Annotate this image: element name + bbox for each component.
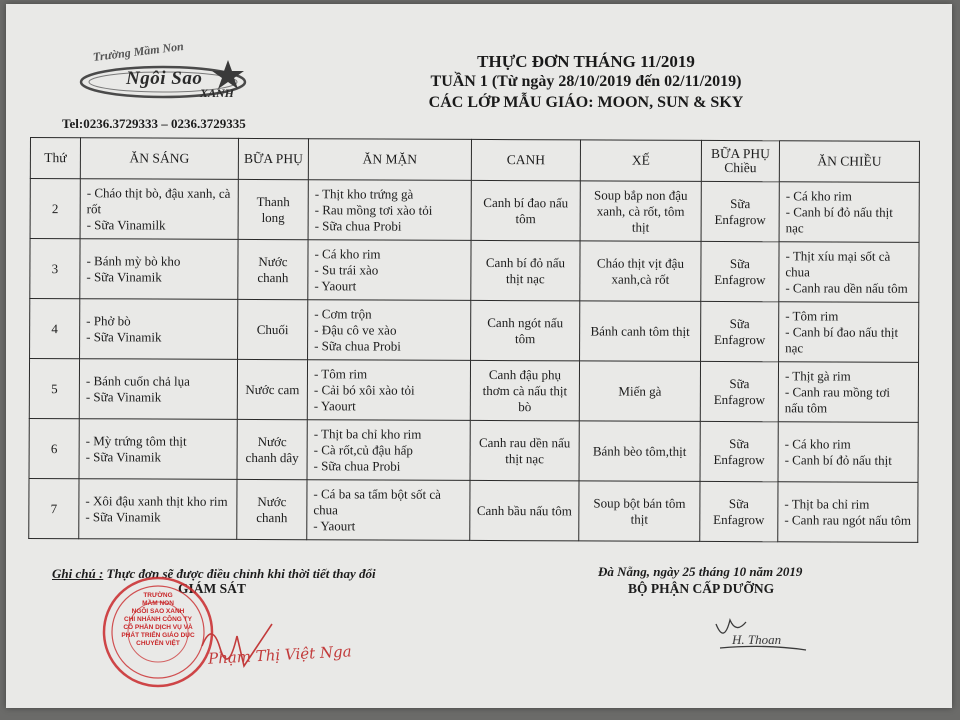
col-header-day: Thứ	[30, 138, 80, 179]
col-header-soup: CANH	[471, 139, 580, 180]
cell-soup: Canh rau dền nấu thịt nạc	[470, 420, 579, 480]
cell-dinner	[778, 482, 918, 543]
line: - Sữa Vinamilk	[86, 216, 166, 233]
line: - Canh rau mồng tơi nấu tôm	[784, 383, 891, 415]
col-header-afternoon-snack: BỮA PHỤ Chiều	[701, 140, 779, 181]
dept-label: BỘ PHẬN CẤP DƯỠNG	[628, 581, 775, 596]
cell-snack: Nước chanh	[237, 479, 307, 539]
line: - Sữa chua Probi	[313, 457, 401, 474]
col-header-main: ĂN MẶN	[308, 139, 471, 181]
line: - Đậu cô ve xào	[314, 321, 397, 338]
header-row	[30, 138, 919, 183]
cell-afternoon-snack: Sữa Enfagrow	[700, 421, 778, 481]
school-logo	[68, 38, 258, 106]
supervisor-label: GIÁM SÁT	[178, 581, 246, 596]
menu-body	[29, 179, 920, 543]
line: CHUYÊN VIỆT	[136, 640, 180, 647]
line: - Cà rốt,củ đậu hấp	[313, 441, 413, 458]
cell-breakfast	[80, 299, 238, 360]
cell-breakfast	[80, 239, 238, 300]
cell-afternoon: Bánh bèo tôm,thịt	[579, 421, 700, 482]
cell-soup: Canh đậu phụ thơm cà nấu thịt bò	[470, 360, 579, 420]
line: - Canh bí đỏ nấu thịt	[784, 451, 892, 468]
col-header-snack: BỮA PHỤ	[238, 138, 308, 179]
cell-soup: Canh bí đỏ nấu thịt nạc	[471, 240, 580, 300]
cell-breakfast	[79, 419, 237, 480]
logo-line1: Trường Mầm Non	[92, 38, 185, 65]
place-date: Đà Nẵng, ngày 25 tháng 10 năm 2019	[598, 564, 803, 579]
line: - Phở bò	[86, 312, 131, 328]
line: PHÁT TRIỂN GIÁO DỤC	[121, 632, 195, 639]
cell-main	[308, 300, 471, 361]
cell-snack: Chuối	[238, 299, 308, 359]
line: CHI NHÁNH CÔNG TY	[124, 616, 192, 623]
line: - Thịt kho trứng gà	[314, 185, 414, 202]
cell-afternoon-snack: Sữa Enfagrow	[701, 241, 779, 301]
line: MẦM NON	[142, 600, 174, 607]
line: - Thịt ba chỉ rim	[784, 495, 870, 512]
table-row	[29, 359, 918, 423]
col-header-afternoon: XẾ	[580, 140, 701, 182]
note-label: Ghi chú :	[52, 566, 104, 581]
line: - Sữa Vinamik	[85, 508, 161, 525]
cell-afternoon: Cháo thịt vịt đậu xanh,cà rốt	[580, 241, 701, 302]
cell-breakfast	[79, 359, 237, 420]
line: - Bánh cuốn chả lụa	[85, 372, 190, 389]
cell-soup: Canh bầu nấu tôm	[470, 480, 579, 540]
phone-number: Tel:0236.3729333 – 0236.3729335	[62, 116, 246, 131]
line: - Cải bó xôi xào tỏi	[313, 381, 415, 398]
cell-main	[308, 180, 471, 241]
line: - Sữa Vinamik	[85, 388, 162, 405]
cell-snack: Nước chanh	[238, 239, 308, 299]
line: - Canh bí đỏ nấu thịt nạc	[785, 203, 893, 235]
cell-day: 6	[29, 418, 79, 478]
cell-afternoon-snack: Sữa Enfagrow	[701, 181, 779, 241]
cell-main	[307, 480, 470, 541]
line: - Yaourt	[313, 517, 356, 533]
line: - Xôi đậu xanh thịt kho rim	[85, 492, 228, 509]
menu-title: THỰC ĐƠN THÁNG 11/2019	[477, 52, 695, 71]
cell-soup: Canh ngót nấu tôm	[471, 300, 580, 360]
cell-main	[307, 360, 470, 421]
line: - Canh rau ngót nấu tôm	[784, 511, 912, 528]
line: - Su trái xào	[314, 261, 379, 278]
cell-day: 2	[30, 179, 80, 239]
cell-day: 3	[30, 239, 80, 299]
line: - Cá kho rim	[784, 435, 851, 452]
logo-line3: XANH	[200, 86, 235, 100]
star-icon	[212, 60, 244, 89]
line: NGÔI SAO XANH	[131, 608, 185, 615]
table-row	[30, 239, 919, 303]
class-list: CÁC LỚP MẪU GIÁO: MOON, SUN & SKY	[428, 94, 744, 111]
line: - Cá kho rim	[785, 187, 852, 204]
col-header-dinner: ĂN CHIỀU	[779, 141, 919, 183]
cell-afternoon-snack: Sữa Enfagrow	[701, 301, 779, 361]
menu-table	[28, 137, 920, 543]
table-row	[29, 478, 918, 542]
line: - Mỳ trứng tôm thịt	[85, 432, 187, 449]
cell-dinner	[778, 422, 918, 483]
cell-afternoon: Soup bột bán tôm thịt	[579, 481, 700, 542]
cell-afternoon: Miến gà	[579, 361, 700, 422]
line: - Cơm trộn	[314, 305, 372, 321]
line: - Thịt gà rim	[784, 367, 851, 384]
dept-signer: H. Thoan	[732, 632, 782, 647]
cell-main	[307, 420, 470, 481]
col-header-breakfast: ĂN SÁNG	[80, 138, 238, 180]
line: - Sữa Vinamik	[85, 448, 161, 465]
note-text: Thực đơn sẽ được điều chỉnh khi thời tiết thay đổi	[103, 566, 376, 581]
table-row	[30, 179, 919, 243]
line: CỔ PHẦN DỊCH VỤ VÀ	[123, 624, 193, 631]
cell-afternoon-snack: Sữa Enfagrow	[700, 481, 778, 541]
cell-day: 4	[30, 299, 80, 359]
line: - Tôm rim	[313, 365, 368, 381]
line: - Yaourt	[314, 277, 357, 293]
cell-dinner	[779, 242, 919, 303]
cell-snack: Thanh long	[238, 179, 308, 239]
line: - Sữa Vinamik	[86, 268, 162, 285]
line: - Sữa chua Probi	[314, 337, 401, 354]
line: TRƯỜNG	[143, 592, 173, 599]
line: - Sữa Vinamik	[86, 328, 162, 345]
cell-dinner	[778, 362, 918, 423]
cell-main	[308, 240, 471, 301]
line: - Thịt ba chỉ kho rim	[313, 425, 422, 442]
logo-line2: Ngôi Sao	[126, 68, 203, 89]
cell-afternoon: Soup bắp non đậu xanh, cà rốt, tôm thịt	[580, 181, 701, 242]
line: - Thịt xíu mại sốt cà chua	[785, 247, 891, 279]
line: - Canh rau dền nấu tôm	[785, 279, 908, 296]
cell-snack: Nước cam	[237, 359, 307, 419]
cell-breakfast	[80, 179, 238, 240]
line: - Rau mồng tơi xào tỏi	[314, 201, 433, 218]
line: - Bánh mỳ bò kho	[86, 252, 181, 269]
line: - Yaourt	[313, 397, 356, 413]
cell-dinner	[779, 302, 919, 363]
line: - Canh bí đao nấu thịt nạc	[785, 323, 899, 355]
line: - Sữa chua Probi	[314, 217, 402, 234]
cell-snack: Nước chanh dây	[237, 419, 307, 479]
week-range: TUẦN 1 (Từ ngày 28/10/2019 đến 02/11/2019)	[430, 73, 742, 90]
line: - Cá kho rim	[314, 245, 381, 262]
menu-sheet	[6, 4, 952, 708]
cell-day: 7	[29, 478, 79, 538]
line: - Cháo thịt bò, đậu xanh, cà rốt	[86, 184, 231, 216]
table-row	[29, 418, 918, 482]
supervisor-name: Phạm Thị Việt Nga	[207, 642, 353, 668]
cell-dinner	[779, 182, 919, 243]
cell-afternoon-snack: Sữa Enfagrow	[700, 361, 778, 421]
line: - Tôm rim	[785, 307, 839, 324]
cell-soup: Canh bí đao nấu tôm	[471, 180, 580, 240]
line: - Cá ba sa tẩm bột sốt cà chua	[313, 485, 441, 517]
cell-afternoon: Bánh canh tôm thịt	[580, 301, 701, 362]
cell-day: 5	[29, 359, 79, 419]
cell-breakfast	[79, 479, 237, 540]
table-row	[30, 299, 919, 363]
